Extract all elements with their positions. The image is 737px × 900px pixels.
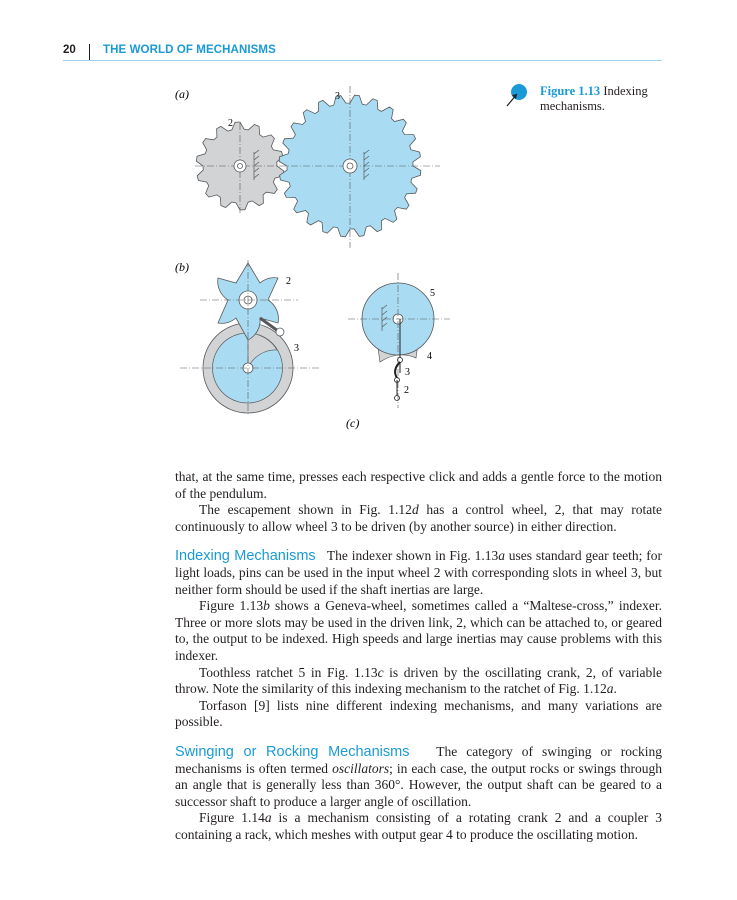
figure-caption-label: Figure 1.13 bbox=[540, 84, 601, 98]
section-heading-swinging: Swinging or Rocking Mechanisms bbox=[175, 743, 410, 760]
text-run-italic: a bbox=[606, 681, 614, 697]
figure-indexing-mechanisms bbox=[150, 78, 470, 438]
text-run: . bbox=[613, 681, 617, 697]
paragraph-swinging-mechanisms bbox=[175, 744, 662, 810]
ratchet-number-3: 3 bbox=[405, 367, 410, 378]
figure-caption-text: Indexing mechanisms. bbox=[540, 84, 648, 113]
running-title: THE WORLD OF MECHANISMS bbox=[103, 44, 276, 56]
text-run: ; in each case, the output rocks or swings through an angle that is generally less than 360°. However, the output shaft can be geared to a successor shaft to produce a larger angle of oscillation. bbox=[175, 760, 662, 809]
text-run: shows a Geneva-wheel, sometimes called a “Maltese-cross,” indexer. Three or more slots may be used in the driven link, 2, which can be attached to, or geared to, the output to be indexed. High speeds and large inertias may cause problems with this indexer. bbox=[175, 598, 662, 663]
section-heading-indexing: Indexing Mechanisms bbox=[175, 548, 316, 565]
paragraph-continued: that, at the same time, presses each respective click and adds a gentle force to the motion of the pendulum. bbox=[175, 469, 662, 501]
text-run: is a mechanism consisting of a rotating crank 2 and a coupler 3 containing a rack, which meshes with output gear 4 to produce the oscillating motion. bbox=[175, 810, 663, 842]
header-divider bbox=[89, 44, 90, 61]
text-run-italic: d bbox=[411, 502, 419, 518]
ratchet-number-5: 5 bbox=[430, 288, 435, 299]
text-run-italic: oscillators bbox=[332, 760, 390, 776]
paragraph-escapement bbox=[175, 502, 662, 535]
text-run-italic: a bbox=[498, 548, 505, 564]
figure-pointer-icon bbox=[505, 82, 531, 108]
paragraph-ratchet bbox=[175, 665, 662, 698]
text-run: The category of swinging or rocking mechanisms is often termed bbox=[175, 743, 662, 776]
text-run: is driven by the oscillating crank, 2, of variable throw. Note the similarity of this indexing mechanism to the ratchet of Fig. 1.12 bbox=[175, 664, 662, 697]
header-rule bbox=[63, 60, 662, 61]
text-run: has a control wheel, 2, that may rotate continuously to allow wheel 3 to be driven (by another source) in either direction. bbox=[175, 502, 662, 534]
geneva-wheel-number: 2 bbox=[286, 276, 291, 287]
page-number: 20 bbox=[63, 44, 76, 56]
text-run: Figure 1.14 bbox=[199, 810, 265, 826]
paragraph-torfason: Torfason [9] lists nine different indexing mechanisms, and many variations are possible. bbox=[175, 697, 662, 730]
text-run: Toothless ratchet 5 in Fig. 1.13 bbox=[199, 664, 378, 680]
paragraph-indexing-mechanisms bbox=[175, 548, 662, 598]
figure-caption bbox=[540, 84, 670, 114]
gear-3-number: 3 bbox=[335, 91, 340, 102]
text-run: Figure 1.13 bbox=[199, 598, 264, 614]
body-text bbox=[175, 469, 662, 843]
ratchet-number-2: 2 bbox=[404, 385, 409, 396]
gear-2-number: 2 bbox=[228, 118, 233, 129]
paragraph-geneva bbox=[175, 598, 662, 664]
text-run: The escapement shown in Fig. 1.12 bbox=[199, 502, 412, 518]
text-run-italic: a bbox=[264, 810, 272, 826]
text-run-italic: b bbox=[263, 598, 270, 614]
figure-label-b: (b) bbox=[175, 260, 189, 274]
ratchet-number-4: 4 bbox=[427, 351, 432, 362]
text-run-italic: c bbox=[377, 664, 384, 680]
geneva-driver-number: 3 bbox=[294, 343, 299, 354]
figure-label-c: (c) bbox=[346, 416, 360, 430]
text-run: uses standard gear teeth; for light loads, pins can be used in the input wheel 2 with corresponding slots in wheel 3, but neither form should be used if the shaft inertias are large. bbox=[175, 548, 662, 597]
paragraph-rack-mechanism bbox=[175, 810, 662, 843]
figure-label-a: (a) bbox=[175, 87, 189, 101]
text-run: The indexer shown in Fig. 1.13 bbox=[326, 548, 499, 564]
